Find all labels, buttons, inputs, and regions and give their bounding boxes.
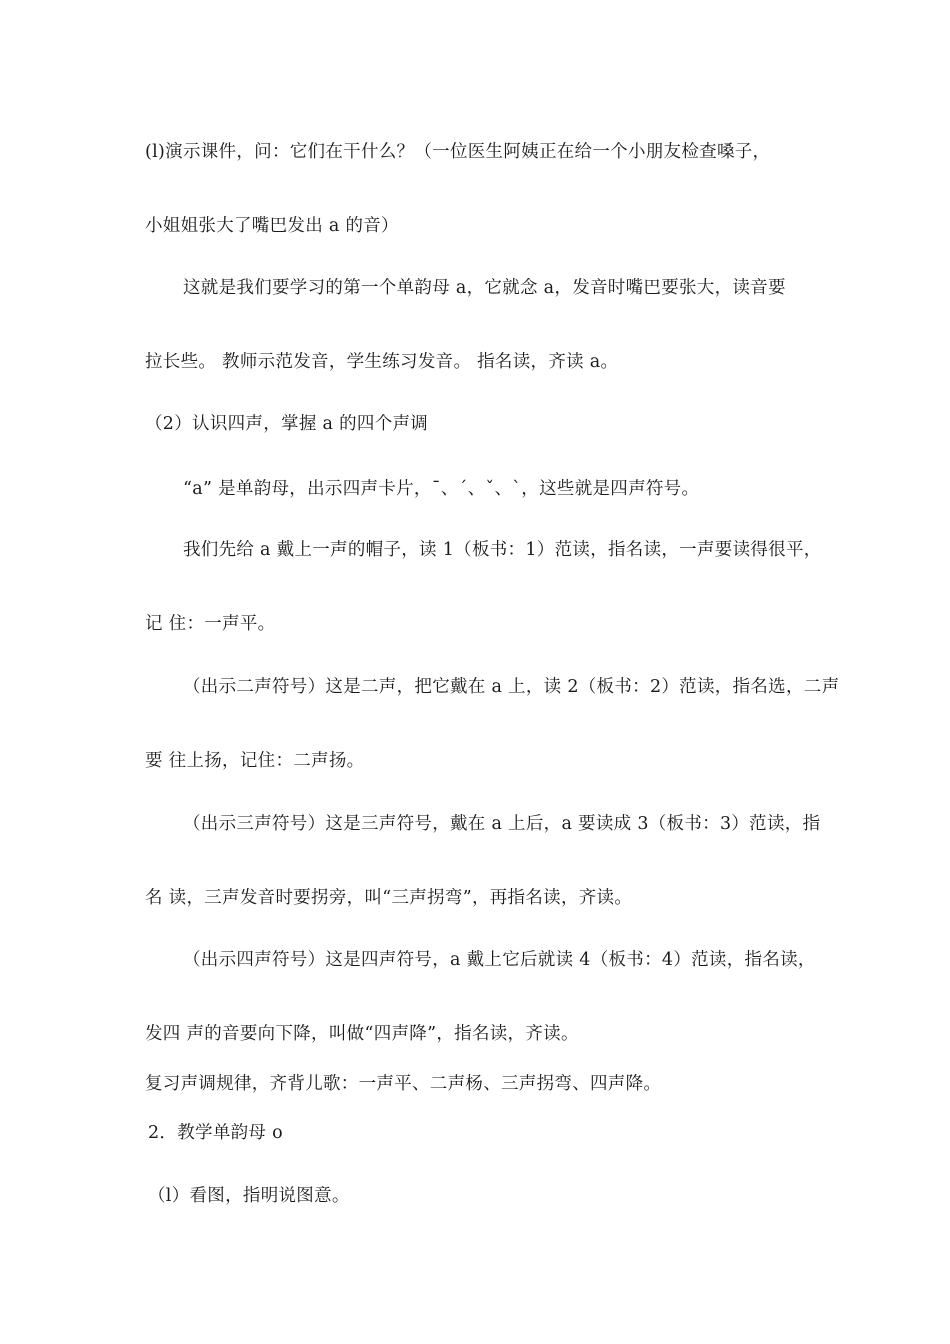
paragraph-line-7: 我们先给 a 戴上一声的帽子，读 1（板书：1）范读，指名读，一声要读得很平， xyxy=(183,540,822,560)
paragraph-line-12: 名 读，三声发音时要拐旁，叫“三声拐弯”，再指名读，齐读。 xyxy=(145,888,633,908)
paragraph-line-14: 发四 声的音要向下降，叫做“四声降”，指名读，齐读。 xyxy=(145,1024,579,1044)
paragraph-line-8: 记 住：一声平。 xyxy=(145,614,276,634)
paragraph-line-6: “a” 是单韵母，出示四声卡片，ˉ、ˊ、ˇ、ˋ，这些就是四声符号。 xyxy=(183,479,700,499)
paragraph-line-4: 拉长些。 教师示范发音，学生练习发音。 指名读，齐读 a。 xyxy=(145,352,619,372)
paragraph-line-17: （l）看图，指明说图意。 xyxy=(148,1186,350,1206)
paragraph-line-2: 小姐姐张大了嘴巴发出 a 的音） xyxy=(145,216,399,236)
paragraph-line-3: 这就是我们要学习的第一个单韵母 a，它就念 a，发音时嘴巴要张大，读音要 xyxy=(183,278,786,298)
paragraph-line-1: (l)演示课件，问：它们在干什么？（一位医生阿姨正在给一个小朋友检查嗓子， xyxy=(145,142,771,162)
section-heading-tones: （2）认识四声，掌握 a 的四个声调 xyxy=(145,414,429,434)
paragraph-line-13: （出示四声符号）这是四声符号，a 戴上它后就读 4（板书：4）范读，指名读， xyxy=(183,950,816,970)
paragraph-line-10: 要 往上扬，记住：二声扬。 xyxy=(145,751,365,771)
paragraph-line-9: （出示二声符号）这是二声，把它戴在 a 上，读 2（板书：2）范读，指名选，二声 xyxy=(183,677,840,697)
section-heading-vowel-o: 2．教学单韵母 o xyxy=(148,1123,283,1143)
paragraph-line-15: 复习声调规律，齐背儿歌：一声平、二声杨、三声拐弯、四声降。 xyxy=(145,1074,662,1094)
paragraph-line-11: （出示三声符号）这是三声符号，戴在 a 上后，a 要读成 3（板书：3）范读，指 xyxy=(183,814,821,834)
